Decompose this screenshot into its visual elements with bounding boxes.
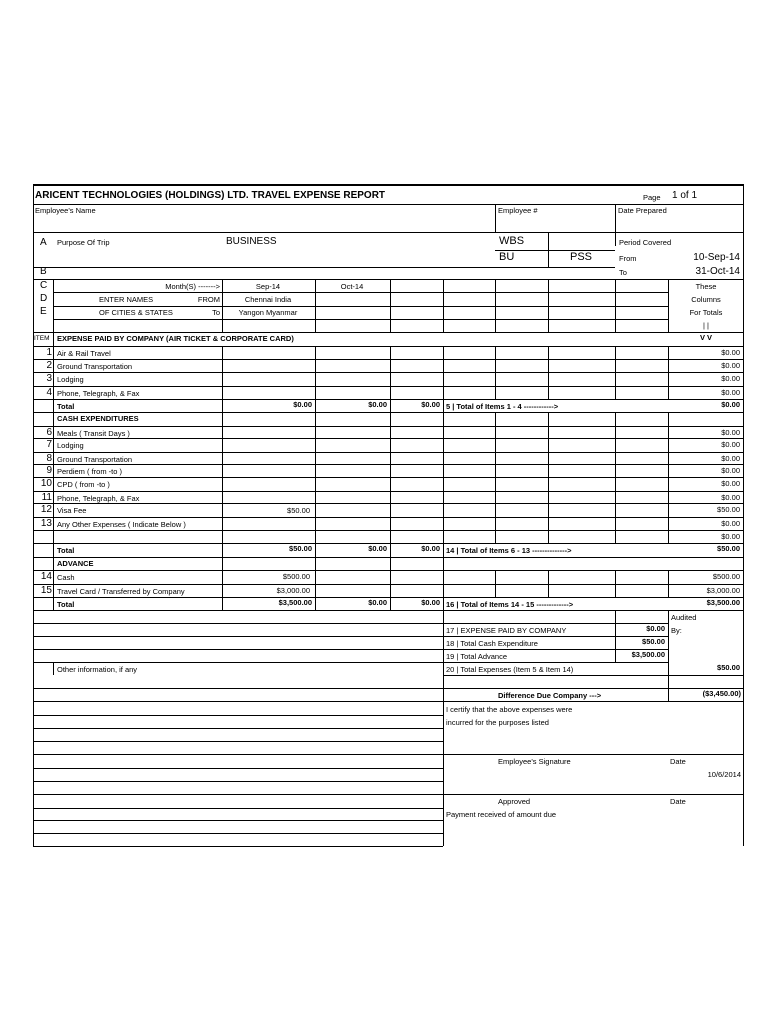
grid-line <box>222 346 223 399</box>
item-number: 6 <box>46 427 52 438</box>
row-total: $0.00 <box>721 532 740 541</box>
summary-value: $0.00 <box>646 624 665 633</box>
wbs-label: WBS <box>499 235 525 247</box>
section-heading: EXPENSE PAID BY COMPANY (AIR TICKET & CORPORATE CARD) <box>57 334 294 343</box>
grid-line <box>33 543 743 544</box>
row-total: $3,000.00 <box>706 586 740 595</box>
grid-line <box>222 570 223 597</box>
grid-line <box>53 306 668 307</box>
total-label: Total <box>57 600 75 609</box>
grid-line <box>390 426 391 543</box>
grid-line <box>53 662 54 675</box>
row-total: $0.00 <box>721 493 740 502</box>
items-total-value: $0.00 <box>721 400 740 409</box>
grid-line <box>33 636 668 637</box>
column-total: $3,500.00 <box>278 598 312 607</box>
expense-label: Lodging <box>57 375 84 384</box>
summary-value: $3,500.00 <box>631 650 665 659</box>
to-small-label: To <box>212 308 220 317</box>
grid-line <box>33 386 743 387</box>
signature-date: 10/6/2014 <box>707 770 741 779</box>
grid-line <box>33 794 443 795</box>
items-total-label: 5 | Total of Items 1 - 4 ------------> <box>446 402 559 411</box>
grid-line <box>443 346 444 399</box>
expense-label: Air & Rail Travel <box>57 349 111 358</box>
grid-line <box>443 426 444 543</box>
months-label: Month(S) -------> <box>165 282 220 291</box>
enter-names-label: ENTER NAMES <box>99 295 154 304</box>
items-total-value: $50.00 <box>717 544 740 553</box>
item-number: 8 <box>46 453 52 464</box>
row-total: $0.00 <box>721 479 740 488</box>
total-label: Total <box>57 546 75 555</box>
expense-label: Meals ( Transit Days ) <box>57 429 130 438</box>
grid-line <box>33 820 443 821</box>
summary-value: $50.00 <box>642 637 665 646</box>
row-total: $0.00 <box>721 388 740 397</box>
column-total: $0.00 <box>421 598 440 607</box>
totals-note: | | <box>703 321 709 330</box>
grid-line <box>33 741 443 742</box>
period-covered-label: Period Covered <box>619 238 672 247</box>
grid-line <box>33 781 443 782</box>
expense-label: Cash <box>57 573 75 582</box>
grid-line <box>53 332 54 610</box>
grid-line <box>33 279 743 280</box>
grid-line <box>33 204 743 205</box>
expense-amount: $50.00 <box>287 506 310 515</box>
items-total-label: 14 | Total of Items 6 - 13 --------------> <box>446 546 572 555</box>
grid-line <box>548 570 549 597</box>
grid-line <box>33 833 443 834</box>
grid-line <box>33 530 743 531</box>
payment-label: Payment received of amount due <box>446 810 557 819</box>
grid-line <box>495 204 496 232</box>
from-label: From <box>619 254 637 263</box>
grid-line <box>615 346 616 399</box>
approved-label: Approved <box>498 797 531 806</box>
totals-note: V V <box>699 333 713 342</box>
grid-line <box>615 426 616 543</box>
grid-line <box>615 279 616 332</box>
row-letter: B <box>40 266 47 277</box>
grid-line <box>548 279 549 332</box>
to-label: To <box>619 268 627 277</box>
row-total: $0.00 <box>721 454 740 463</box>
page-label: Page <box>643 193 661 202</box>
row-letter: E <box>40 306 47 317</box>
grid-line <box>33 623 668 624</box>
section-heading: CASH EXPENDITURES <box>57 414 139 423</box>
purpose-value: BUSINESS <box>226 236 277 247</box>
column-total: $0.00 <box>293 400 312 409</box>
item-column-label: ITEM <box>34 335 50 342</box>
expense-label: Phone, Telegraph, & Fax <box>57 389 140 398</box>
grid-line <box>33 452 743 453</box>
grid-line <box>495 279 496 332</box>
expense-amount: $500.00 <box>282 572 310 581</box>
item-number: 4 <box>46 387 52 398</box>
report-title: ARICENT TECHNOLOGIES (HOLDINGS) LTD. TRAVEL EXPENSE REPORT <box>35 190 386 201</box>
grid-line <box>668 412 669 426</box>
grid-line <box>33 267 615 268</box>
row-letter: A <box>40 237 47 248</box>
grid-line <box>495 346 496 399</box>
audited-by-label: By: <box>671 626 682 635</box>
row-total: $50.00 <box>717 505 740 514</box>
item-number: 7 <box>46 439 52 450</box>
grid-line <box>443 597 444 610</box>
totals-note: For Totals <box>689 308 723 317</box>
totals-note: Columns <box>691 295 721 304</box>
grid-line <box>495 570 496 597</box>
grid-line <box>443 675 743 676</box>
grid-line <box>390 346 391 399</box>
grid-line <box>33 649 668 650</box>
bu-label: BU <box>499 251 515 263</box>
expense-label: Travel Card / Transferred by Company <box>57 587 185 596</box>
grid-line <box>33 808 443 809</box>
row-letter: D <box>40 293 48 304</box>
grid-line <box>668 346 669 399</box>
grid-line <box>222 426 223 543</box>
grid-line <box>33 359 743 360</box>
employee-number-label: Employee # <box>498 206 538 215</box>
cities-label: OF CITIES & STATES <box>99 308 173 317</box>
grid-line <box>495 412 496 426</box>
page-number: 1 of 1 <box>672 190 698 201</box>
row-total: $0.00 <box>721 428 740 437</box>
summary-value: $50.00 <box>717 663 740 672</box>
summary-label: 18 | Total Cash Expenditure <box>446 639 538 648</box>
grid-line <box>53 292 668 293</box>
to-date: 31-Oct-14 <box>695 266 740 277</box>
grid-line <box>33 464 743 465</box>
certification-text: incurred for the purposes listed <box>446 718 549 727</box>
expense-label: Ground Transportation <box>57 455 133 464</box>
grid-line <box>615 204 616 246</box>
grid-line <box>33 426 743 427</box>
month-2: Oct-14 <box>340 282 364 291</box>
from-date: 10-Sep-14 <box>693 252 740 263</box>
grid-line <box>33 346 743 347</box>
item-number: 9 <box>46 465 52 476</box>
grid-line <box>443 610 444 846</box>
purpose-label: Purpose Of Trip <box>57 238 110 247</box>
grid-line <box>443 279 444 332</box>
date-label: Date <box>670 797 686 806</box>
summary-label: 20 | Total Expenses (Item 5 & Item 14) <box>446 665 574 674</box>
grid-line <box>33 184 744 186</box>
grid-line <box>548 426 549 543</box>
expense-label: Lodging <box>57 441 84 450</box>
column-total: $0.00 <box>368 598 387 607</box>
bu-value: PSS <box>570 251 593 263</box>
grid-line <box>548 232 549 267</box>
audited-label: Audited <box>671 613 697 622</box>
row-total: $0.00 <box>721 348 740 357</box>
city-to: Yangon Myanmar <box>238 308 298 317</box>
row-total: $500.00 <box>712 572 740 581</box>
grid-line <box>315 346 316 399</box>
grid-line <box>443 570 444 597</box>
item-number: 1 <box>46 347 52 358</box>
grid-line <box>615 610 616 662</box>
certification-text: I certify that the above expenses were <box>446 705 573 714</box>
expense-label: CPD ( from -to ) <box>57 480 110 489</box>
grid-line <box>548 412 549 426</box>
grid-line <box>390 570 391 597</box>
grid-line <box>33 584 743 585</box>
item-number: 14 <box>40 571 52 582</box>
item-number: 13 <box>40 518 52 529</box>
difference-value: ($3,450.00) <box>702 689 741 698</box>
expense-amount: $3,000.00 <box>276 586 310 595</box>
row-total: $0.00 <box>721 361 740 370</box>
grid-line <box>33 438 743 439</box>
item-number: 15 <box>40 585 52 596</box>
grid-line <box>33 597 743 598</box>
grid-line <box>615 570 616 597</box>
grid-line <box>443 754 743 755</box>
difference-label: Difference Due Company ---> <box>498 691 602 700</box>
grid-line <box>33 768 443 769</box>
row-total: $0.00 <box>721 440 740 449</box>
column-total: $50.00 <box>289 544 312 553</box>
grid-line <box>668 570 669 597</box>
city-from: Chennai India <box>244 295 292 304</box>
grid-line <box>33 728 443 729</box>
grid-line <box>33 491 743 492</box>
summary-label: 17 | EXPENSE PAID BY COMPANY <box>446 626 567 635</box>
month-1: Sep-14 <box>255 282 281 291</box>
grid-line <box>33 610 743 611</box>
grid-line <box>33 557 743 558</box>
from-small-label: FROM <box>197 295 220 304</box>
grid-line <box>33 715 443 716</box>
grid-line <box>33 184 34 846</box>
grid-line <box>33 412 743 413</box>
grid-line <box>668 610 669 701</box>
grid-line <box>33 570 743 571</box>
row-letter: C <box>40 280 48 291</box>
items-total-value: $3,500.00 <box>706 598 740 607</box>
grid-line <box>615 412 616 426</box>
employee-name-label: Employee's Name <box>35 206 96 215</box>
expense-label: Any Other Expenses ( Indicate Below ) <box>57 520 186 529</box>
totals-note: These <box>695 282 717 291</box>
grid-line <box>33 754 443 755</box>
grid-line <box>33 846 443 847</box>
grid-line <box>548 346 549 399</box>
row-total: $0.00 <box>721 374 740 383</box>
grid-line <box>33 517 743 518</box>
item-number: 2 <box>46 360 52 371</box>
column-total: $0.00 <box>368 544 387 553</box>
items-total-label: 16 | Total of Items 14 - 15 -------------> <box>446 600 574 609</box>
grid-line <box>33 688 743 689</box>
grid-line <box>33 503 743 504</box>
column-total: $0.00 <box>368 400 387 409</box>
expense-label: Ground Transportation <box>57 362 133 371</box>
grid-line <box>33 701 743 702</box>
expense-label: Phone, Telegraph, & Fax <box>57 494 140 503</box>
grid-line <box>33 372 743 373</box>
item-number: 12 <box>40 504 52 515</box>
column-total: $0.00 <box>421 544 440 553</box>
signature-label: Employee's Signature <box>498 757 571 766</box>
other-info-label: Other information, if any <box>57 665 138 674</box>
grid-line <box>315 570 316 597</box>
grid-line <box>33 332 743 333</box>
summary-label: 19 | Total Advance <box>446 652 508 661</box>
row-total: $0.00 <box>721 519 740 528</box>
column-total: $0.00 <box>421 400 440 409</box>
date-prepared-label: Date Prepared <box>618 206 667 215</box>
item-number: 3 <box>46 373 52 384</box>
grid-line <box>33 232 743 233</box>
item-number: 11 <box>41 492 52 503</box>
date-label: Date <box>670 757 686 766</box>
grid-line <box>33 477 743 478</box>
grid-line <box>315 426 316 543</box>
grid-line <box>53 319 668 320</box>
section-heading: ADVANCE <box>57 559 94 568</box>
expense-label: Visa Fee <box>57 506 87 515</box>
row-total: $0.00 <box>721 466 740 475</box>
grid-line <box>33 399 743 400</box>
total-label: Total <box>57 402 75 411</box>
grid-line <box>443 543 444 557</box>
item-number: 10 <box>40 478 52 489</box>
grid-line <box>33 662 668 663</box>
grid-line <box>668 426 669 543</box>
grid-line <box>495 426 496 543</box>
expense-label: Perdiem ( from -to ) <box>57 467 123 476</box>
grid-line <box>443 794 743 795</box>
